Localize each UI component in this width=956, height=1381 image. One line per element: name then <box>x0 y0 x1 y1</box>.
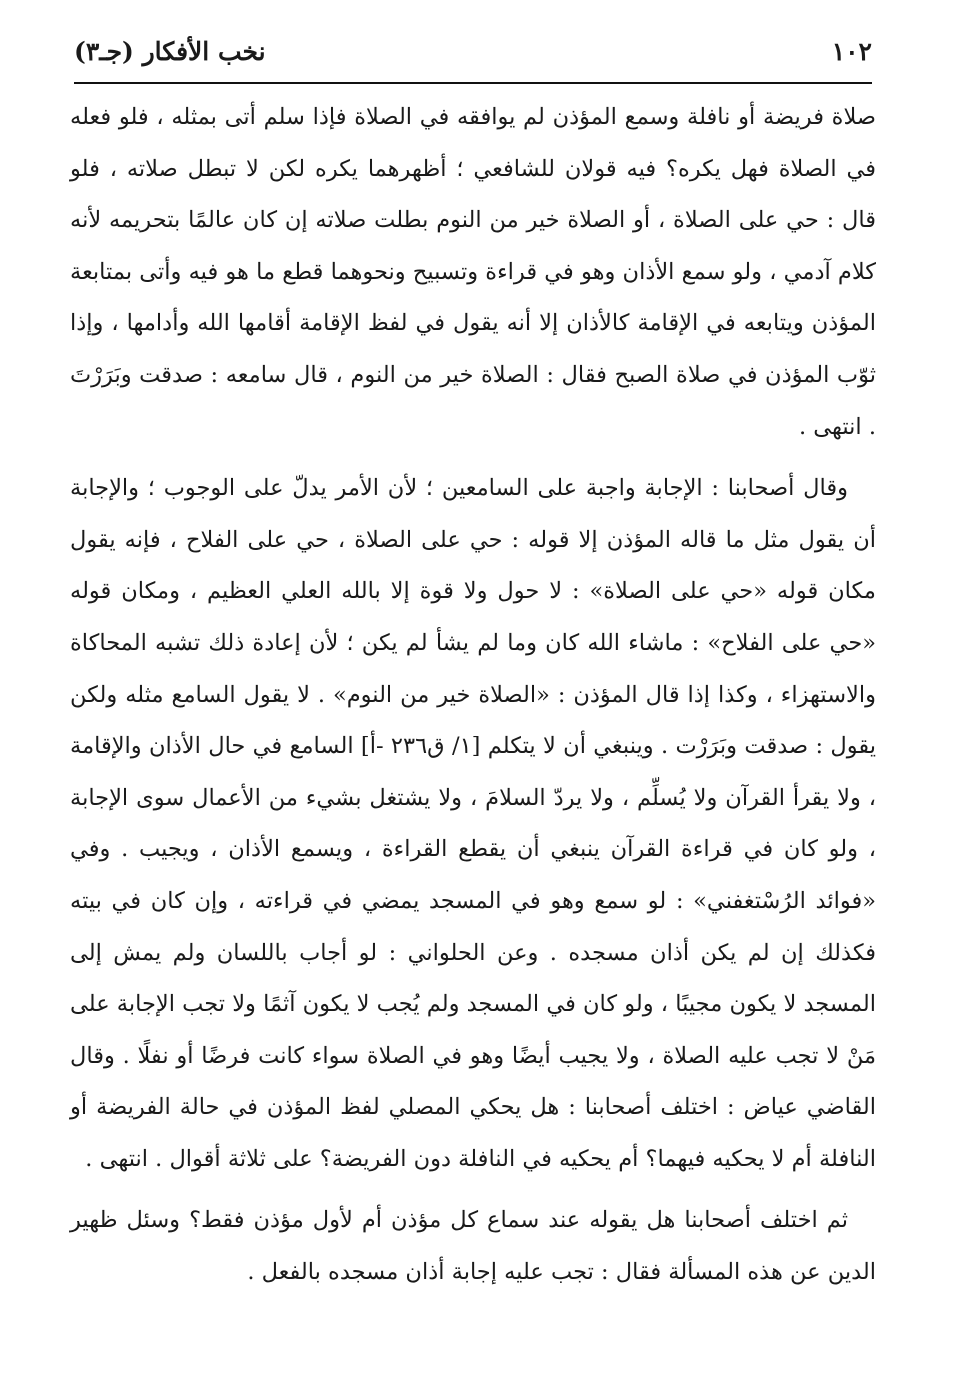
page-header <box>74 26 872 76</box>
paragraph-1: صلاة فريضة أو نافلة وسمع المؤذن لم يوافقه في الصلاة فإذا سلم أتى بمثله ، فلو فعله في الصلاة فهل يكره؟ فيه قولان للشافعي ؛ أظهرهما يكره لكن لا تبطل صلاته ، فلو قال : حي على الصلاة ، أو الصلاة خير من النوم بطلت صلاته إن كان عالمًا بتحريمه لأنه كلام آدمي ، ولو سمع الأذان وهو في قراءة وتسبيح ونحوهما قطع ما هو فيه وأتى بمتابعة المؤذن ويتابعه في الإقامة كالأذان إلا أنه يقول في لفظ الإقامة أقامها الله وأدامها ، وإذا ثوّب المؤذن في صلاة الصبح فقال : الصلاة خير من النوم ، قال سامعه : صدقت وبَرَرْتَ . انتهى . <box>70 104 876 440</box>
paragraph-3: ثم اختلف أصحابنا هل يقوله عند سماع كل مؤذن أم لأول مؤذن فقط؟ وسئل ظهير الدين عن هذه المسألة فقال : تجب عليه إجابة أذان مسجده بالفعل . <box>70 1207 876 1286</box>
page-number: ١٠٢ <box>831 36 872 66</box>
paragraph-2: وقال أصحابنا : الإجابة واجبة على السامعين ؛ لأن الأمر يدلّ على الوجوب ؛ والإجابة أن يقول مثل ما قاله المؤذن إلا قوله : حي على الصلاة ، حي على الفلاح ، فإنه يقول مكان قوله «حي على الصلاة» : لا حول ولا قوة إلا بالله العلي العظيم ، ومكان قوله «حي على الفلاح» : ماشاء الله كان وما لم يشأ لم يكن ؛ لأن إعادة ذلك تشبه المحاكاة والاستهزاء ، وكذا إذا قال المؤذن : «الصلاة خير من النوم» . لا يقول السامع مثله ولكن يقول : صدقت وبَرَرْت . وينبغي أن لا يتكلم [١/ ق٢٣٦ -أ] السامع في حال الأذان والإقامة ، ولا يقرأ القرآن ولا يُسلِّم ، ولا يردّ السلامَ ، ولا يشتغل بشيء من الأعمال سوى الإجابة ، ولو كان في قراءة القرآن ينبغي أن يقطع القراءة ، ويسمع الأذان ، ويجيب . وفي «فوائد الرُسْتغفني» : لو سمع وهو في المسجد يمضي في قراءته ، وإن كان في بيته فكذلك إن لم يكن أذان مسجده . وعن الحلواني : لو أجاب باللسان ولم يمش إلى المسجد لا يكون مجيبًا ، ولو كان في المسجد ولم يُجب لا يكون آثمًا ولا تجب الإجابة على مَنْ لا تجب عليه الصلاة ، ولا يجيب أيضًا وهو في الصلاة سواء كانت فرضًا أو نفلًا . وقال القاضي عياض : اختلف أصحابنا : هل يحكي المصلي لفظ المؤذن في حالة الفريضة أو النافلة أم لا يحكيه فيهما؟ أم يحكيه في النافلة دون الفريضة؟ على ثلاثة أقوال . انتهى . <box>70 475 877 1172</box>
header-divider <box>74 82 872 84</box>
book-title: نخب الأفكار (جـ٣) <box>74 36 266 66</box>
page-body <box>70 92 876 1299</box>
